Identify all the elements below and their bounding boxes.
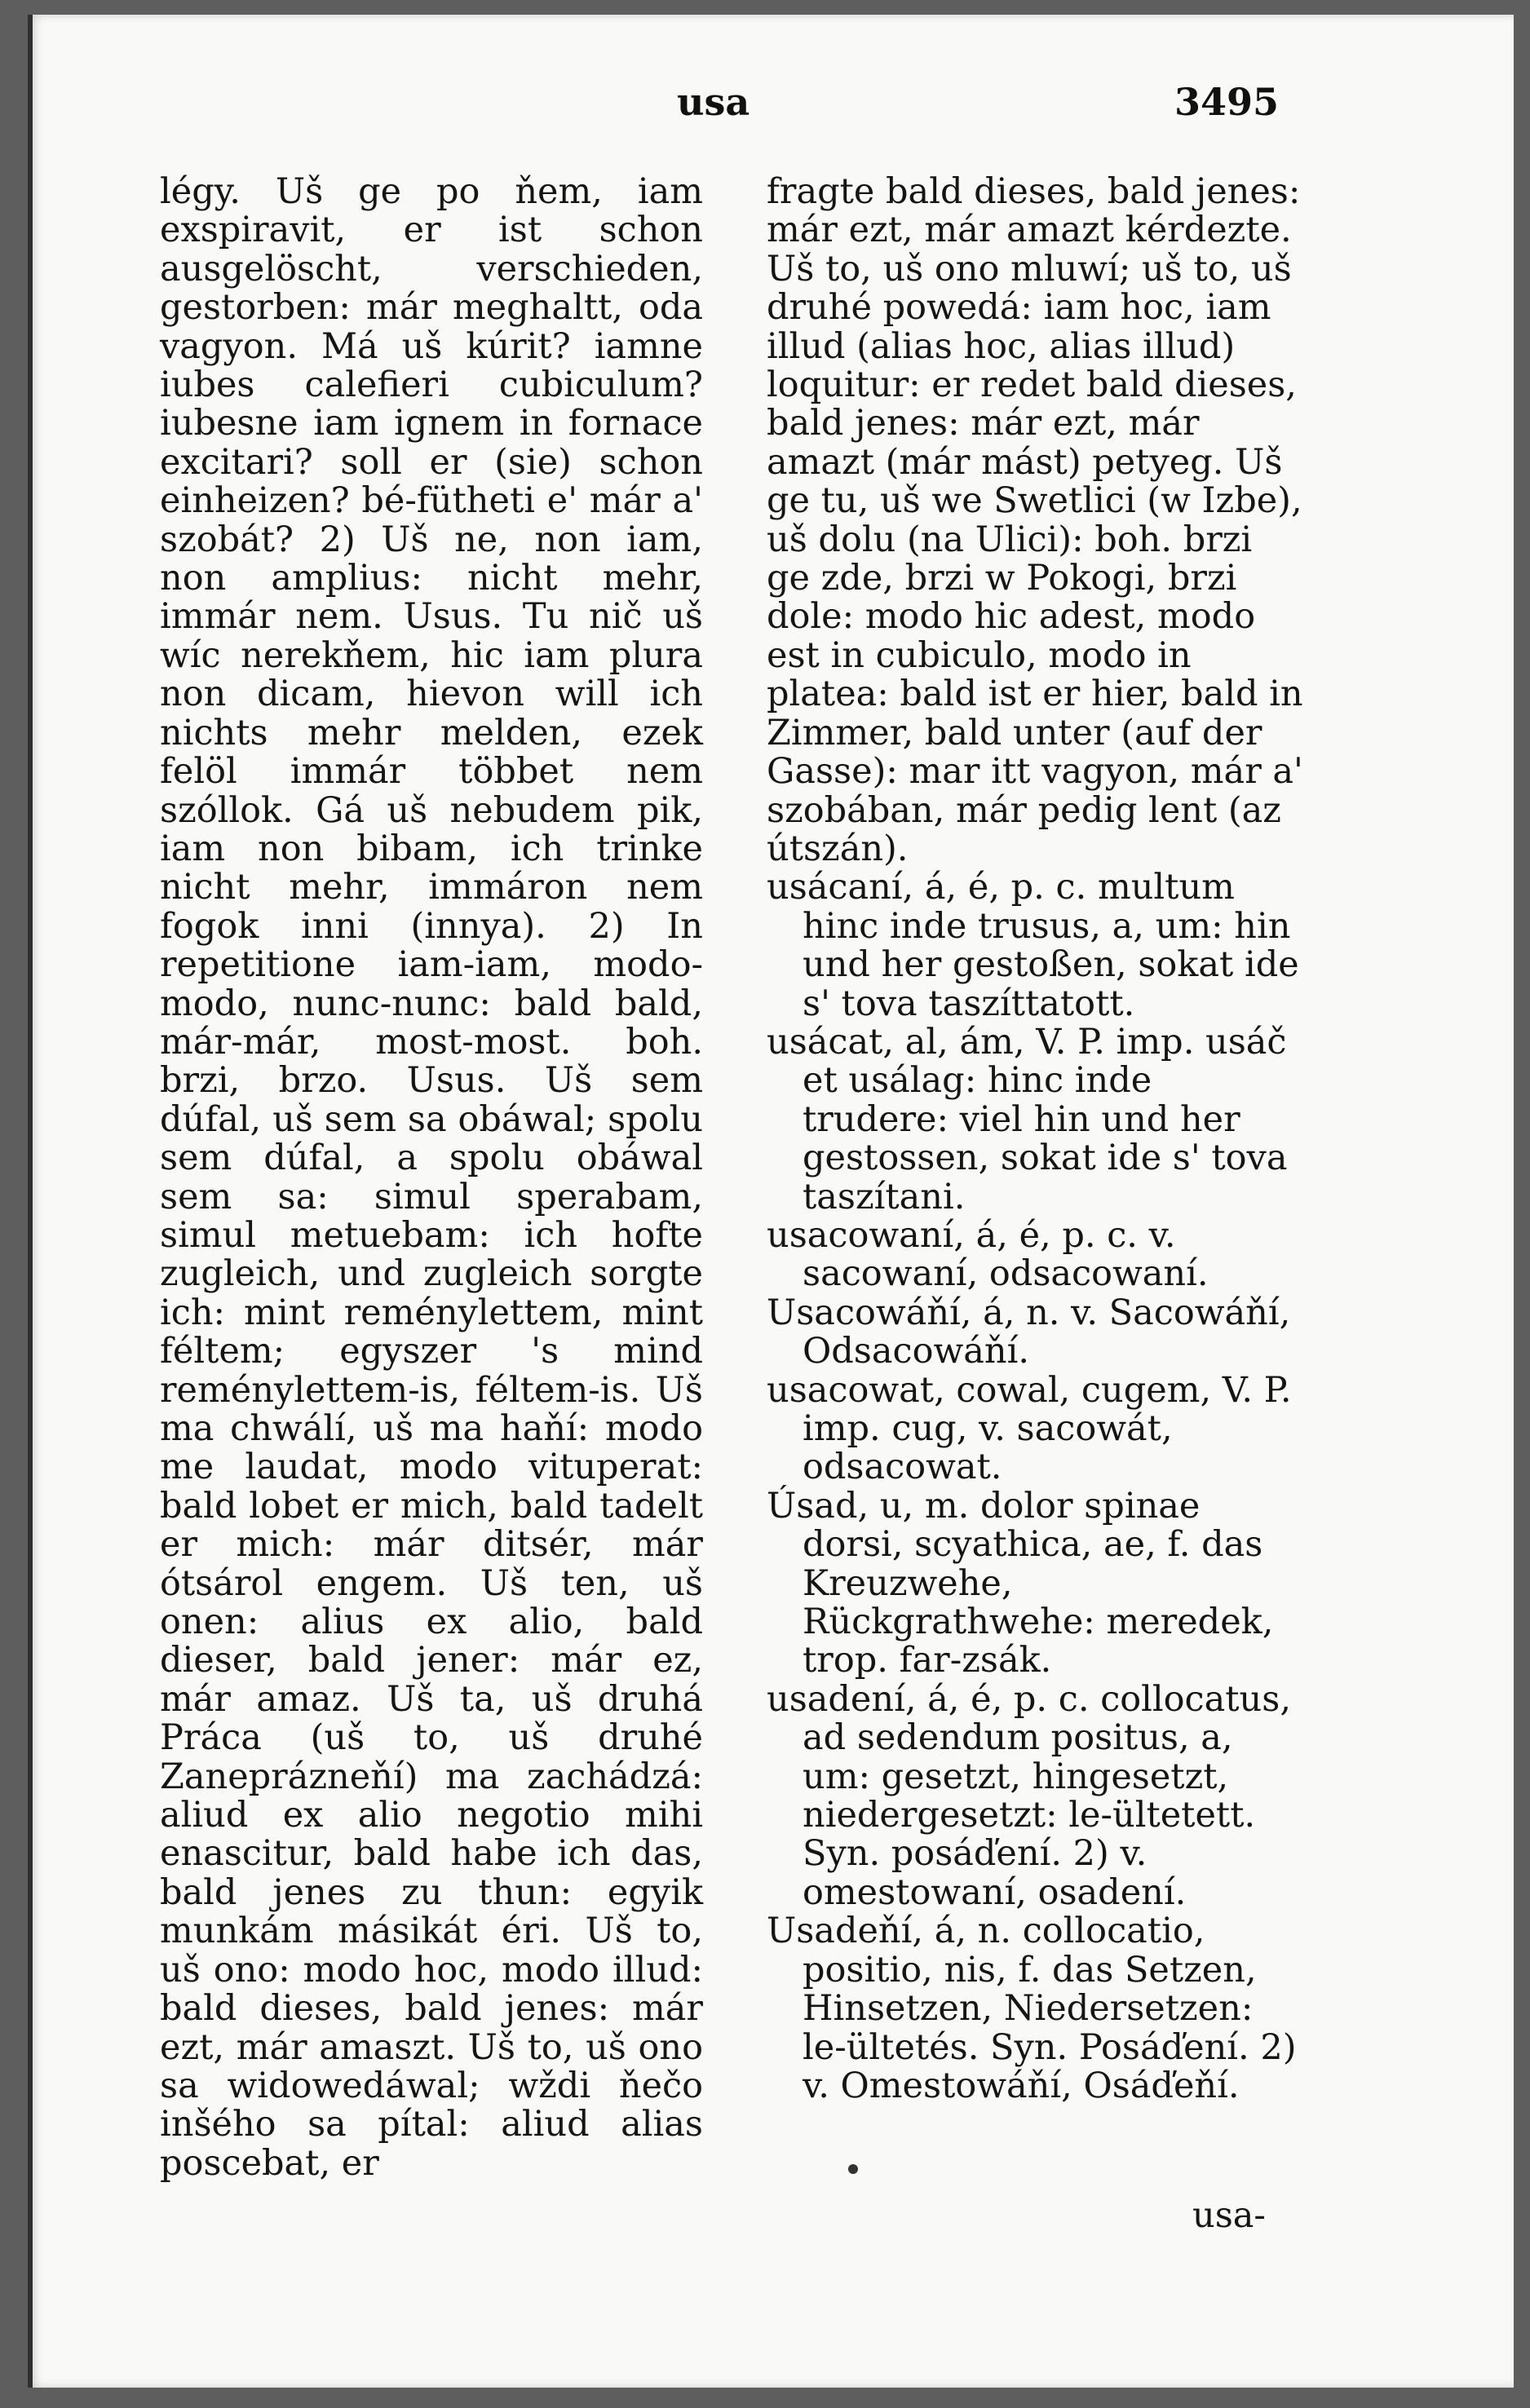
entry-usadeni: usadení, á, é, p. c. collocatus, ad sedendum positus, a, um: gesetzt, hingesetzt, niedergesetzt: le-ültetett. Syn. posáďení. 2) v. omestowaní, osadení. [767,1678,1291,1913]
catchword: usa- [1192,2195,1266,2236]
binding-spine-shadow [28,15,33,2388]
entry-usacowani: usacowaní, á, é, p. c. v. sacowaní, odsacowaní. [767,1214,1209,1295]
right-column [767,173,1305,2105]
left-column [160,173,703,2183]
entry-usadeni-noun: Usadeňí, á, n. collocatio, positio, nis, f. das Setzen, Hinsetzen, Niedersetzen: le-ültetés. Syn. Posáďení. 2) v. Omestowáňí, Osáďeňí. [767,1911,1297,2106]
entry-usacowani-noun: Usacowáňí, á, n. v. Sacowáňí, Odsacowáňí. [767,1292,1291,1372]
entry-usacat: usácat, al, ám, V. P. imp. usáč et usálag: hinc inde trudere: viel hin und her gestossen, sokat ide s' tova taszítani. [767,1021,1288,1217]
page-number: 3495 [1174,80,1280,124]
entry-continuation: fragte bald dieses, bald jenes: már ezt, már amazt kérdezte. Uš to, uš ono mluwí; uš to, uš druhé powedá: iam hoc, iam illud (alias hoc, alias illud) loquitur: er redet bald dieses, bald jenes: már ezt, már amazt (már mást) petyeg. Uš ge tu, uš we Swetlici (w Izbe), uš dolu (na Ulici): boh. brzi ge zde, brzi w Pokogi, brzi dole: modo hic adest, modo est in cubiculo, modo in platea: bald ist er hier, bald in Zimmer, bald unter (auf der Gasse): mar itt vagyon, már a' szobában, már pedig lent (az útszán). [767,171,1303,869]
entry-usad: Úsad, u, m. dolor spinae dorsi, scyathica, ae, f. das Kreuzwehe, Rückgrathwehe: meredek, trop. far-zsák. [767,1485,1274,1681]
left-column-text: légy. Uš ge po ňem, iam exspiravit, er ist schon ausgelöscht, verschieden, gestorben: már meghaltt, oda vagyon. Má uš kúrit? iamne iubes calefieri cubiculum? iubesne iam ignem in fornace excitari? soll er (sie) schon einheizen? bé-fütheti e' már a' szobát? 2) Uš ne, non iam, non amplius: nicht mehr, immár nem. Usus. Tu nič uš wíc nerekňem, hic iam plura non dicam, hievon will ich nichts mehr melden, ezek felöl immár többet nem szóllok. Gá uš nebudem pik, iam non bibam, ich trinke nicht mehr, immáron nem fogok inni (innya). 2) In repetitione iam-iam, modo-modo, nunc-nunc: bald bald, már-már, most-most. boh. brzi, brzo. Usus. Uš sem dúfal, uš sem sa obáwal; spolu sem dúfal, a spolu obáwal sem sa: simul sperabam, simul metuebam: ich hofte zugleich, und zugleich sorgte ich: mint reménylettem, mint féltem; egyszer 's mind reménylettem-is, féltem-is. Uš ma chwálí, uš ma haňí: modo me laudat, modo vituperat: bald lobet er mich, bald tadelt er mich: már ditsér, már ótsárol engem. Uš ten, uš onen: alius ex alio, bald dieser, bald jener: már ez, már amaz. Uš ta, uš druhá Práca (uš to, uš druhé Zaneprázneňí) ma zachádzá: aliud ex alio negotio mihi enascitur, bald habe ich das, bald jenes zu thun: egyik munkám másikát éri. Uš to, uš ono: modo hoc, modo illud: bald dieses, bald jenes: már ezt, már amaszt. Uš to, uš ono sa widowedáwal; wždi ňečo inšého sa pítal: aliud alias poscebat, er [160,171,703,2184]
running-title: usa [677,80,750,124]
entry-usacowat: usacowat, cowal, cugem, V. P. imp. cug, v. sacowát, odsacowat. [767,1369,1292,1488]
entry-usacani: usácaní, á, é, p. c. multum hinc inde trusus, a, um: hin und her gestoßen, sokat ide s' tova taszíttatott. [767,867,1299,1024]
printing-mark [848,2164,858,2174]
